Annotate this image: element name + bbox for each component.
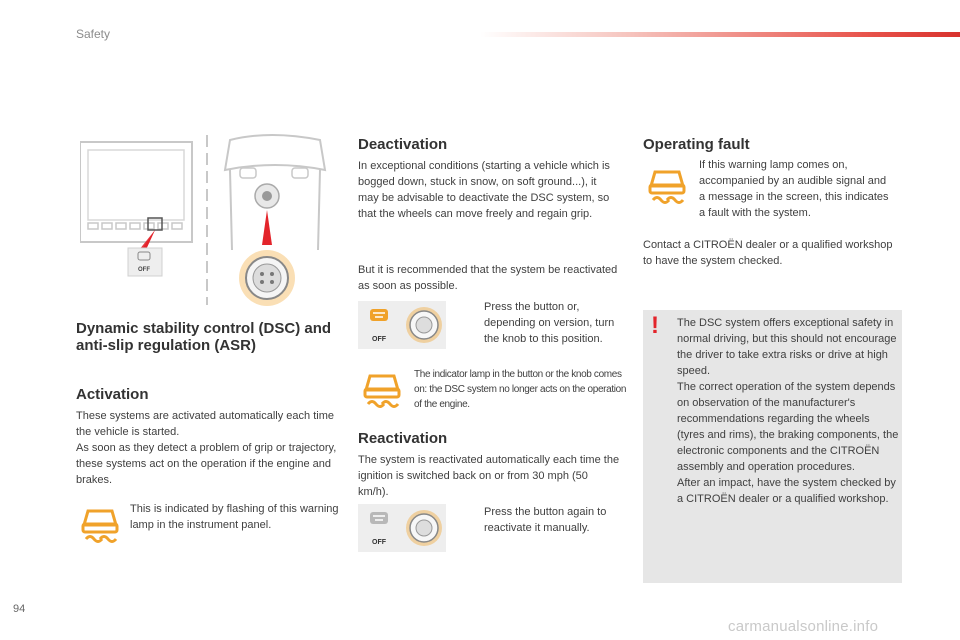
deactivation-text-2: But it is recommended that the system be reactivated as soon as possible. — [358, 264, 618, 292]
dsc-off-button-and-knob — [358, 301, 446, 349]
deactivation-text-1: In exceptional conditions (starting a vehicle which is bogged down, stuck in snow, on soft ground...), it may be advisable to deactivate the DSC system, so that the wheels can move freely and regain grip. — [358, 160, 610, 220]
warning-exclamation-icon: ! — [651, 312, 659, 339]
deactivation-bullet-text: Press the button or, depending on version, turn the knob to this position. — [484, 301, 615, 345]
dsc-warning-lamp-icon — [78, 503, 122, 547]
fault-contact-text: Contact a CITROËN dealer or a qualified workshop to have the system checked. — [643, 239, 893, 267]
section-label: Safety — [76, 27, 111, 41]
fault-lamp-text: If this warning lamp comes on, accompanied by an audible signal and a message in the screen, this indicates a fault with the system. — [699, 159, 889, 219]
activation-lamp-text: This is indicated by flashing of this warning lamp in the instrument panel. — [130, 503, 339, 531]
bullet-marker — [462, 504, 484, 536]
fault-warning-lamp-icon — [645, 164, 689, 208]
activation-heading: Activation — [76, 386, 149, 403]
dsc-on-button-and-knob — [358, 504, 446, 552]
page-title: Dynamic stability control (DSC) and anti-slip regulation (ASR) — [76, 320, 332, 354]
activation-text-1: These systems are activated automatically each time the vehicle is started. — [76, 410, 335, 438]
alert-text-2: The correct operation of the system depends on observation of the manufacturer's recommendations regarding the wheels (tyres and rims), the braking components, the electronic components and the CITROËN assembly and operation procedures. — [677, 381, 899, 473]
alert-text-3: After an impact, have the system checked by a CITROËN dealer or a qualified workshop. — [677, 477, 896, 505]
page-number: 94 — [13, 603, 26, 615]
off-button-label: OFF — [372, 336, 386, 343]
reactivation-text: The system is reactivated automatically each time the ignition is switched back on or from 30 mph (50 km/h). — [358, 454, 620, 498]
deactivation-note: The indicator lamp in the button or the knob comes on: the DSC system no longer acts on the operation of the engine. — [414, 369, 627, 410]
header-bar — [480, 32, 960, 37]
alert-text-1: The DSC system offers exceptional safety in normal driving, but this should not encourage the driver to take extra risks or drive at high speed. — [677, 317, 897, 377]
dsc-off-lamp-icon — [360, 368, 404, 412]
footer-watermark: carmanualsonline.info — [728, 618, 879, 635]
illustration-off-label: OFF — [138, 267, 150, 273]
bullet-marker — [462, 299, 484, 347]
on-button-label: OFF — [372, 539, 386, 546]
deactivation-heading: Deactivation — [358, 136, 448, 153]
activation-text-2: As soon as they detect a problem of grip or trajectory, these systems act on the operation if the engine and brakes. — [76, 442, 337, 486]
reactivation-bullet-text: Press the button again to reactivate it manually. — [484, 506, 607, 534]
dashboard-illustration — [80, 130, 340, 310]
reactivation-heading: Reactivation — [358, 430, 448, 447]
operating-fault-heading: Operating fault — [643, 136, 750, 153]
